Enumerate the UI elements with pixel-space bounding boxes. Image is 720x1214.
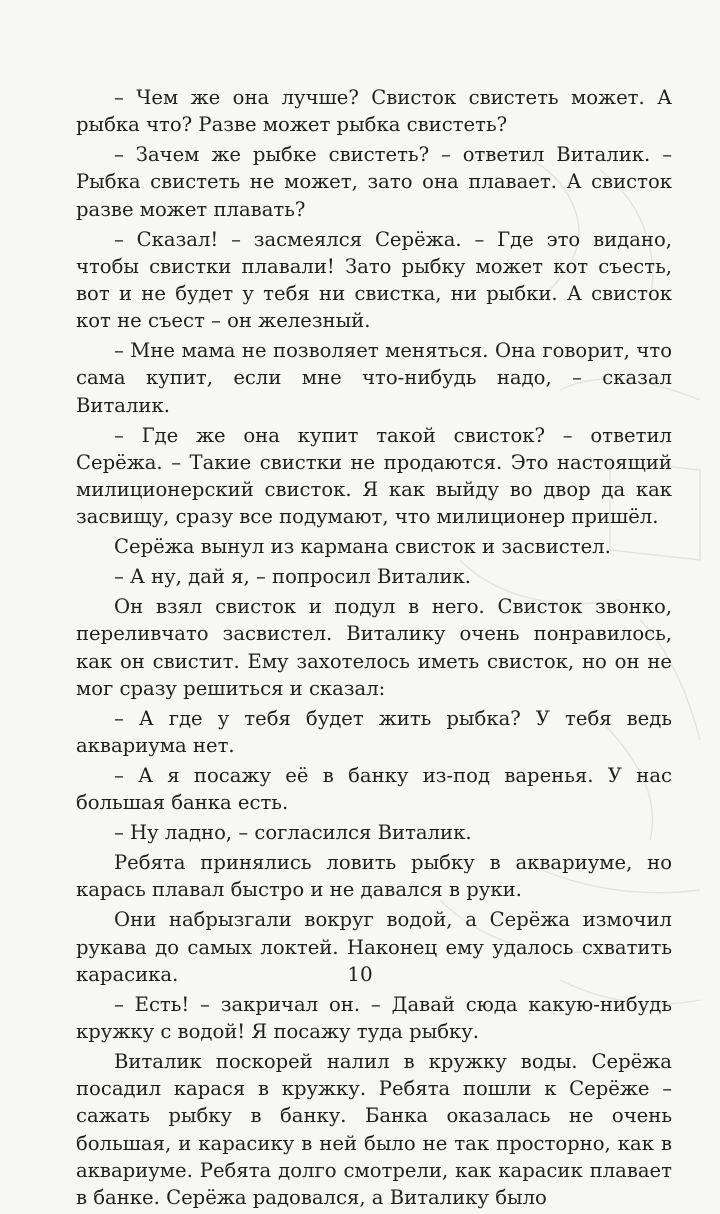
paragraph: – Ну ладно, – согласился Виталик. [114,821,472,845]
paragraph: Он взял свисток и подул в него. Свисток звонко, переливчато засвистел. Виталику очень понравилось, как он свистит. Ему захотелось иметь свисток, но он не мог сразу решиться и сказал: [76,595,672,700]
paragraph: Ребята принялись ловить рыбку в аквариуме, но карась плавал быстро и не давался в руки. [76,851,672,902]
paragraph: – Мне мама не позволяет меняться. Она говорит, что сама купит, если мне что-нибудь надо, – сказал Виталик. [76,339,672,417]
page-number: 10 [347,962,373,986]
paragraph: – Чем же она лучше? Свисток свистеть может. А рыбка что? Разве может рыбка свистеть? [76,86,672,137]
paragraph: – А ну, дай я, – попросил Виталик. [114,565,471,589]
paragraph: – Где же она купит такой свисток? – ответил Серёжа. – Такие свистки не продаются. Это настоящий милиционерский свисток. Я как выйду во двор да как засвищу, сразу все подумают, что милиционер пришёл. [76,423,672,529]
paragraph: – Зачем же рыбке свистеть? – ответил Виталик. – Рыбка свистеть не может, зато она плавает. А свисток разве может плавать? [76,143,672,221]
paragraph: – А я посажу её в банку из-под варенья. У нас большая банка есть. [76,764,672,815]
story-text [76,84,672,1214]
paragraph: – Сказал! – засмеялся Серёжа. – Где это видано, чтобы свистки плавали! Зато рыбку может кот съесть, вот и не будет у тебя ни свистка, ни рыбки. А свисток кот не съест – он железный. [76,227,672,333]
paragraph: – А где у тебя будет жить рыбка? У тебя ведь аквариума нет. [76,706,672,758]
paragraph: Они набрызгали вокруг водой, а Серёжа измочил рукава до самых локтей. Наконец ему удалось схватить карасика. [76,908,672,986]
paragraph: Виталик поскорей налил в кружку воды. Серёжа посадил карася в кружку. Ребята пошли к Серёже – сажать рыбку в банку. Банка оказалась не очень большая, и карасику в ней было не так просторно, как в аквариуме. Ребята долго смотрели, как карасик плавает в банке. Серёжа радовался, а Виталику было [76,1050,672,1210]
paragraph: Серёжа вынул из кармана свисток и засвистел. [114,535,611,559]
paragraph: – Есть! – закричал он. – Давай сюда какую-нибудь кружку с водой! Я посажу туда рыбку. [76,992,672,1044]
